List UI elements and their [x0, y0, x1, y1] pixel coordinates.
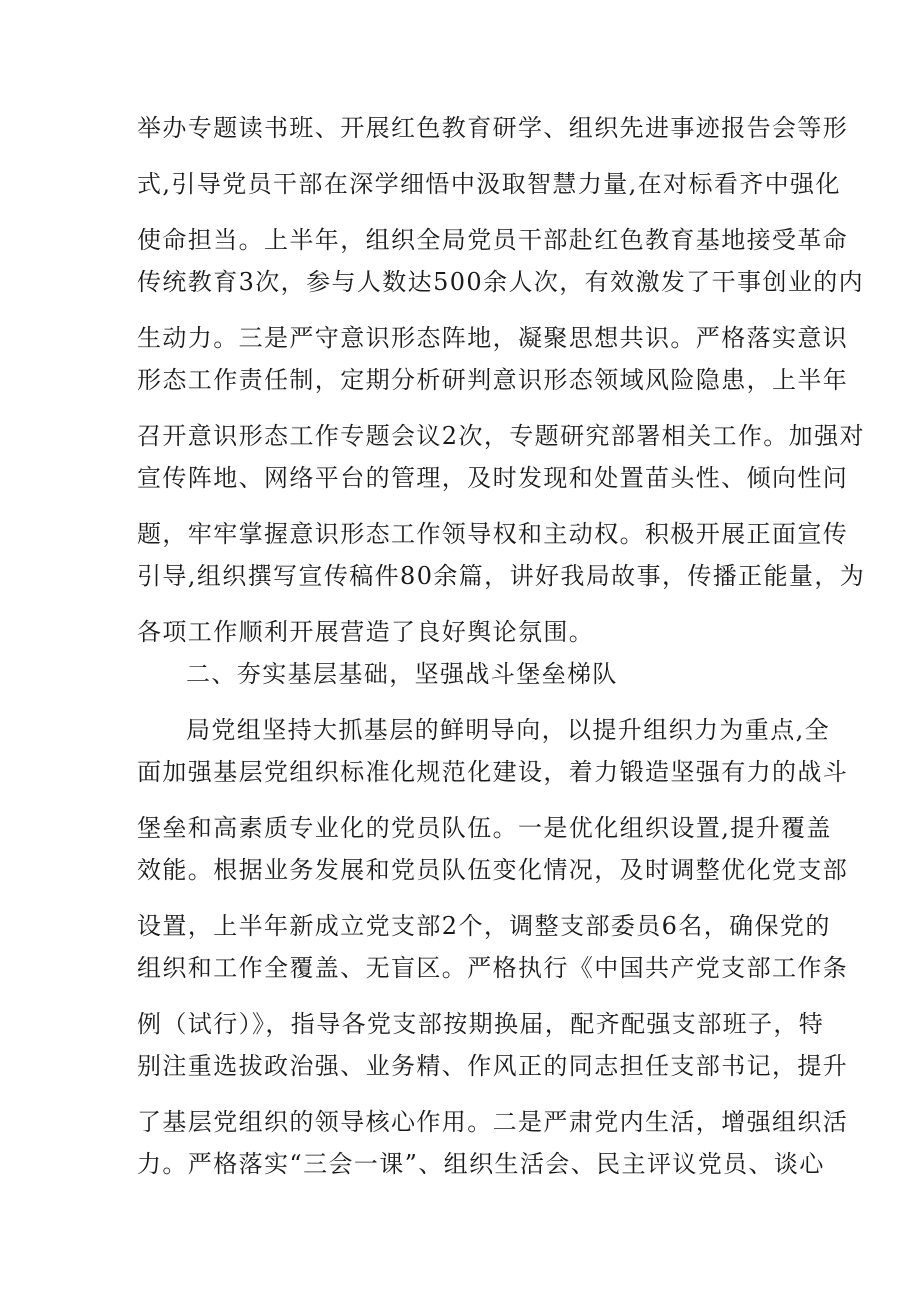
text-line: 使命担当。上半年，组织全局党员干部赴红色教育基地接受革命: [137, 226, 849, 254]
text-line: 宣传阵地、网络平台的管理，及时发现和处置苗头性、倾向性问: [137, 464, 849, 492]
text-line: 面加强基层党组织标准化规范化建设，着力锻造坚强有力的战斗: [137, 758, 849, 786]
section-heading: 二、夯实基层基础，坚强战斗堡垒梯队: [186, 660, 618, 688]
text-line: 力。严格落实“三会一课”、组织生活会、民主评议党员、谈心: [137, 1150, 825, 1178]
text-line: 例（试行）》，指导各党支部按期换届，配齐配强支部班子，特: [137, 1010, 825, 1038]
text-line: 局党组坚持大抓基层的鲜明导向，以提升组织力为重点,全: [186, 716, 831, 744]
text-line: 设置，上半年新成立党支部2个，调整支部委员6名，确保党的: [137, 912, 831, 940]
text-line: 传统教育3次，参与人数达500余人次，有效激发了干事创业的内: [137, 268, 865, 296]
text-line: 效能。根据业务发展和党员队伍变化情况，及时调整优化党支部: [137, 856, 849, 884]
text-line: 形态工作责任制，定期分析研判意识形态领域风险隐患，上半年: [137, 366, 849, 394]
text-line: 组织和工作全覆盖、无盲区。严格执行《中国共产党支部工作条: [137, 954, 849, 982]
text-line: 式,引导党员干部在深学细悟中汲取智慧力量,在对标看齐中强化: [137, 170, 841, 198]
text-line: 别注重选拔政治强、业务精、作风正的同志担任支部书记，提升: [137, 1052, 849, 1080]
text-line: 了基层党组织的领导核心作用。二是严肃党内生活，增强组织活: [137, 1108, 849, 1136]
text-line: 举办专题读书班、开展红色教育研学、组织先进事迹报告会等形: [137, 114, 849, 142]
text-line: 生动力。三是严守意识形态阵地，凝聚思想共识。严格落实意识: [137, 324, 849, 352]
text-line: 题，牢牢掌握意识形态工作领导权和主动权。积极开展正面宣传: [137, 520, 849, 548]
text-line: 引导,组织撰写宣传稿件80余篇，讲好我局故事，传播正能量，为: [137, 562, 866, 590]
text-line: 各项工作顺利开展营造了良好舆论氛围。: [137, 618, 595, 646]
text-line: 召开意识形态工作专题会议2次，专题研究部署相关工作。加强对: [137, 422, 865, 450]
text-line: 堡垒和高素质专业化的党员队伍。一是优化组织设置,提升覆盖: [137, 814, 832, 842]
